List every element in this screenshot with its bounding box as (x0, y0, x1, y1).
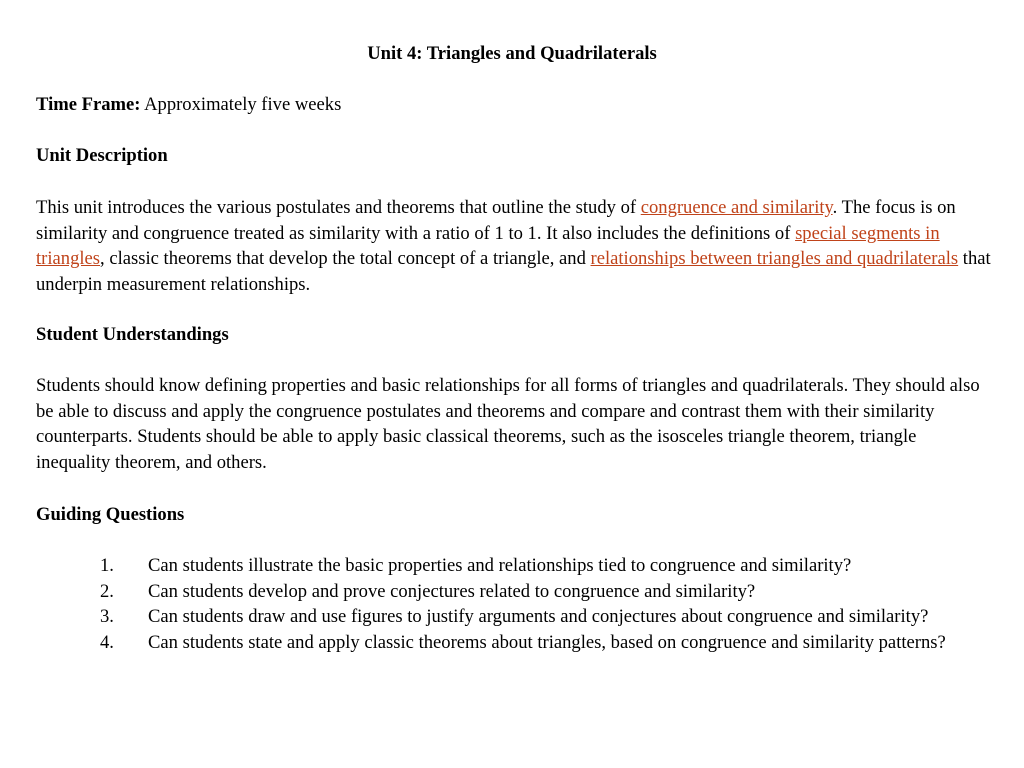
list-item-number: 3. (100, 606, 114, 628)
guiding-questions-list (100, 553, 990, 655)
unit-description-text-3: , classic theorems that develop the total concept of a triangle, and (100, 248, 591, 270)
congruence-similarity-link[interactable]: congruence and similarity (640, 197, 833, 218)
special-segments-link[interactable]: special segments in triangles (36, 222, 940, 270)
page-title: Unit 4: Triangles and Quadrilaterals (367, 43, 657, 64)
list-item-number: 1. (100, 555, 114, 576)
time-frame-value: Approximately five weeks (144, 94, 342, 115)
guiding-questions-heading: Guiding Questions (36, 504, 185, 525)
time-frame (36, 92, 996, 118)
list-item-number: 4. (100, 631, 114, 653)
list-item (100, 604, 990, 630)
unit-description-heading: Unit Description (36, 145, 168, 166)
unit-description-text-1: This unit introduces the various postulates and theorems that outline the study of (36, 197, 641, 218)
list-item-text: Can students illustrate the basic properties and relationships tied to congruence and similarity? (148, 555, 852, 576)
student-understandings-heading: Student Understandings (36, 324, 229, 345)
student-understandings-text: Students should know defining properties and basic relationships for all forms of triangles and quadrilaterals. They should also be able to discuss and apply the congruence postulates and theorems and compare and contrast them with their similarity counterparts. Students should be able to apply basic classical theorems, such as the isosceles triangle theorem, triangle inequality theorem, and others. (36, 375, 980, 473)
list-item-number: 2. (100, 580, 114, 602)
list-item-text: Can students state and apply classic theorems about triangles, based on congruence and similarity patterns? (148, 631, 946, 653)
time-frame-label: Time Frame: (36, 94, 141, 115)
unit-description-text (36, 195, 996, 297)
list-item (100, 553, 990, 579)
unit-description-text-4: that underpin measurement relationships. (36, 248, 991, 295)
list-item (100, 579, 990, 605)
relationships-link[interactable]: relationships between triangles and quadrilaterals (590, 248, 959, 270)
list-item-text: Can students develop and prove conjectures related to congruence and similarity? (148, 580, 756, 602)
list-item-text: Can students draw and use figures to justify arguments and conjectures about congruence and similarity? (148, 606, 929, 628)
unit-description-text-2: . The focus is on similarity and congruence treated as similarity with a ratio of 1 to 1. It also includes the definitions of (36, 197, 956, 244)
list-item (100, 630, 990, 656)
